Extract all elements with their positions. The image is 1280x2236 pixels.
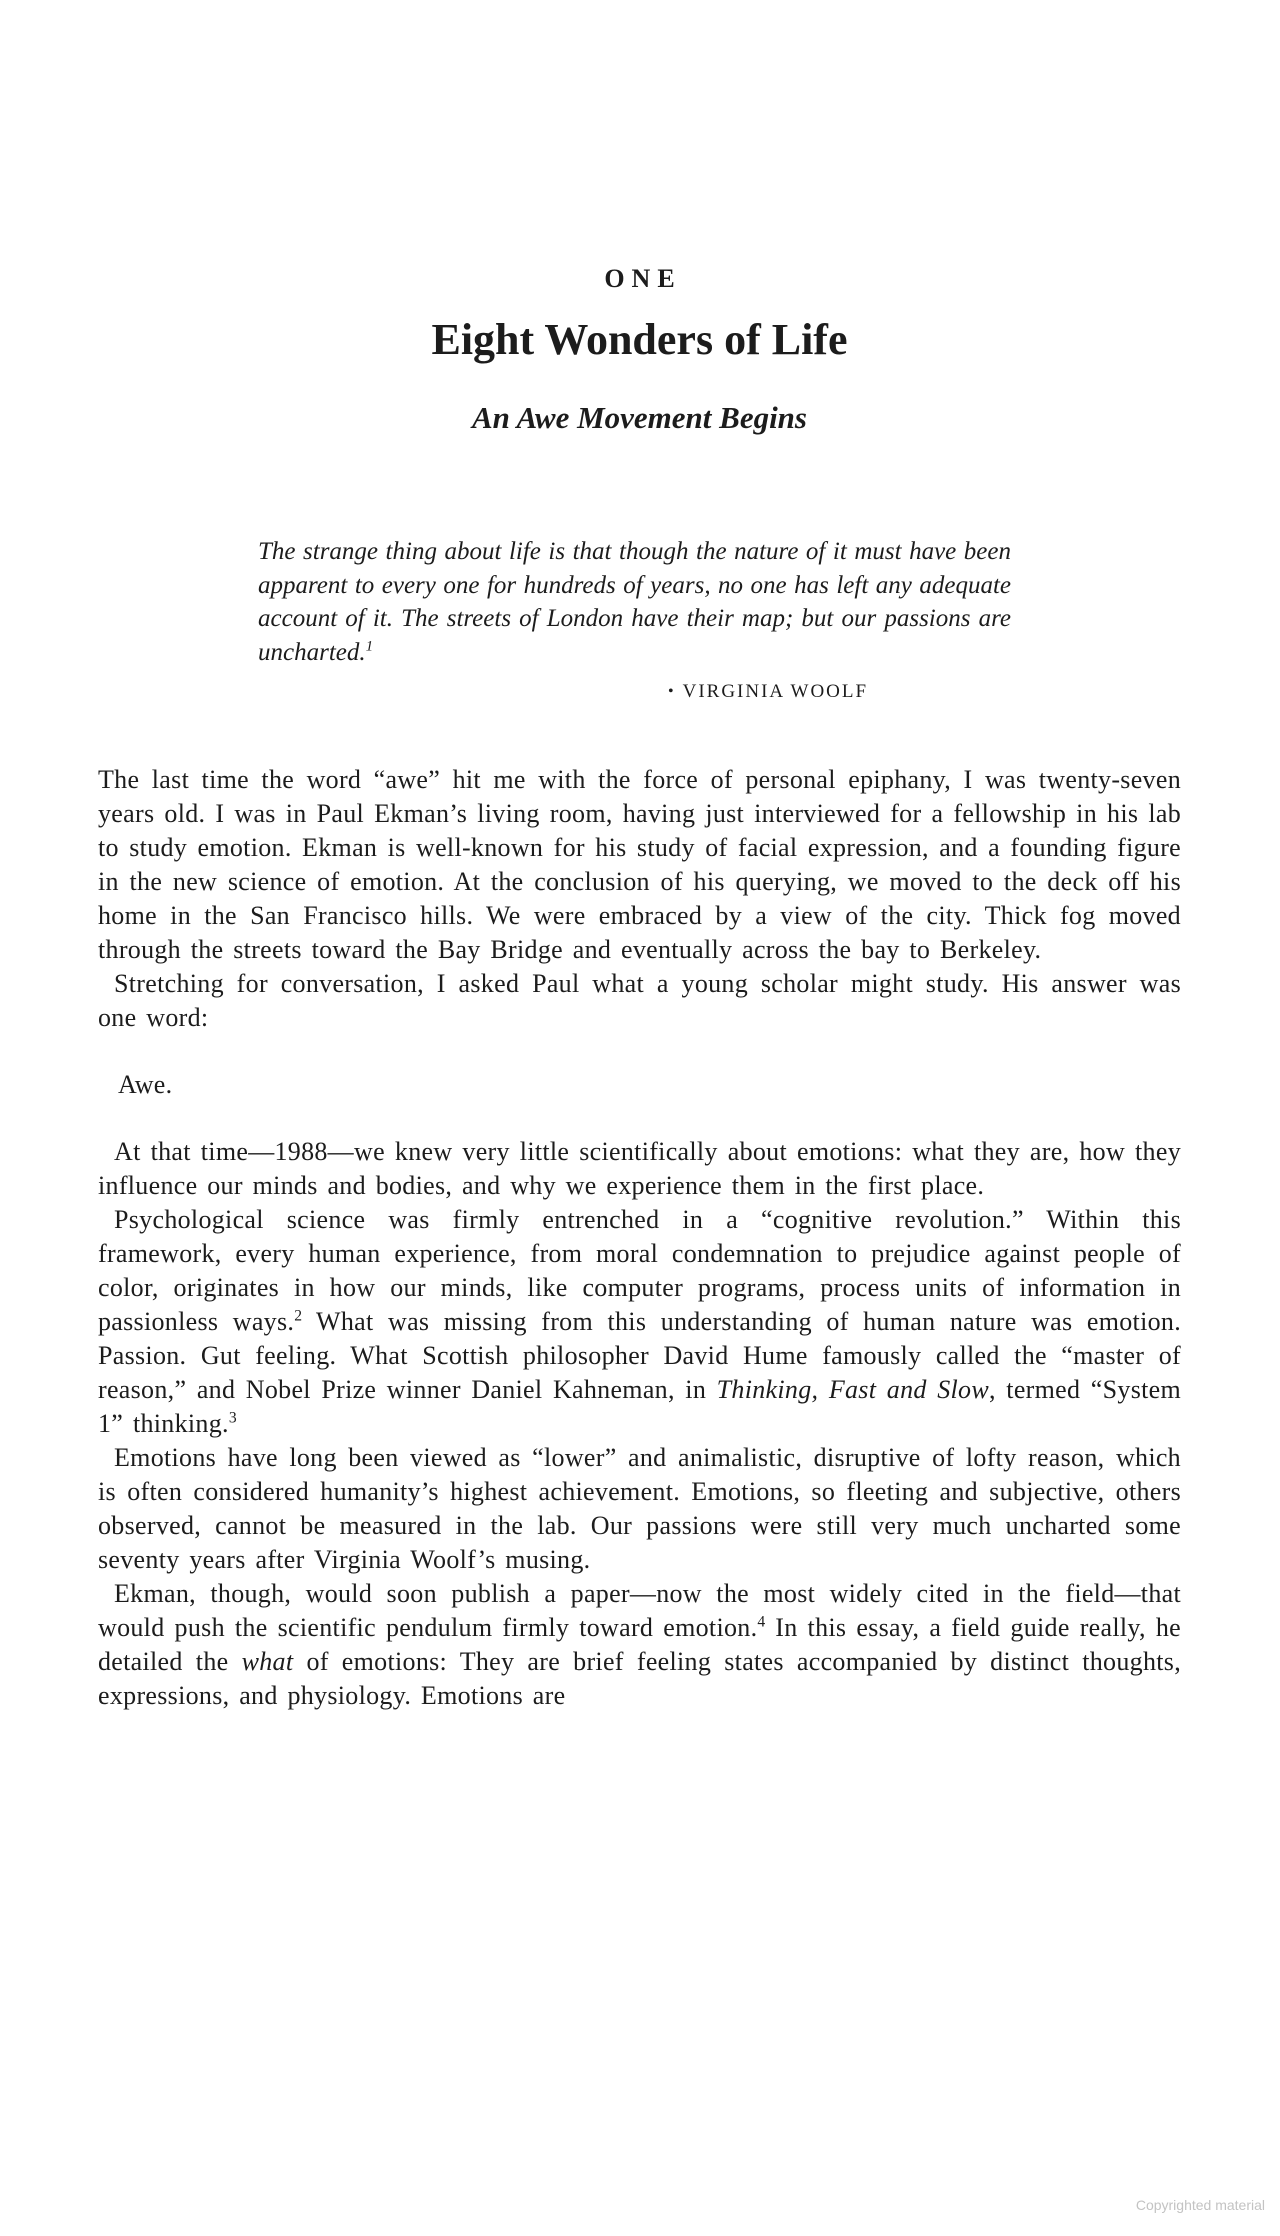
body-text — [98, 763, 1181, 1713]
epigraph-quote: The strange thing about life is that though the nature of it must have been apparent to every one for hundreds of years, no one has left any adequate account of it. The streets of London have their map; but our passions are uncharted.$^1$ — [258, 538, 1011, 666]
epigraph-author: VIRGINIA WOOLF — [682, 681, 869, 702]
body-paragraph: Ekman, though, would soon publish a paper—now the most widely cited in the field—that would push the scientific pendulum firmly toward emotion.$^4$ In this essay, a field guide really, he detailed the what of emotions: They are brief feeling states accompanied by distinct thoughts, expressions, and physiology. Emotions are — [98, 1579, 1181, 1710]
body-paragraph: Awe. — [118, 1070, 173, 1099]
epigraph-attribution — [668, 682, 1181, 701]
bullet-icon: • — [668, 683, 674, 700]
chapter-subtitle: An Awe Movement Begins — [472, 400, 807, 435]
footnote-marker: 2 — [294, 1307, 303, 1325]
footnote-marker: 4 — [757, 1613, 766, 1631]
footnote-marker: 1 — [365, 638, 374, 655]
body-paragraph: Psychological science was firmly entrenched in a “cognitive revolution.” Within this framework, every human experience, from moral condemnation to prejudice against people of color, originates in how our minds, like computer programs, process units of information in passionless ways.$^2$ What was missing from this understanding of human nature was emotion. Passion. Gut feeling. What Scottish philosopher David Hume famously called the “master of reason,” and Nobel Prize winner Daniel Kahneman, in Thinking, Fast and Slow, termed “System 1” thinking.$^3$ — [98, 1205, 1182, 1438]
book-page — [0, 266, 1280, 2236]
body-paragraph: The last time the word “awe” hit me with the force of personal epiphany, I was twenty-seven years old. I was in Paul Ekman’s living room, having just interviewed for a fellowship in his lab to study emotion. Ekman is well-known for his study of facial expression, and a founding figure in the new science of emotion. At the conclusion of his querying, we moved to the deck off his home in the San Francisco hills. We were embraced by a view of the city. Thick fog moved through the streets toward the Bay Bridge and eventually across the bay to Berkeley. — [98, 765, 1181, 964]
text-column — [98, 266, 1181, 1713]
body-paragraph: At that time—1988—we knew very little scientifically about emotions: what they are, how they influence our minds and bodies, and why we experience them in the first place. — [98, 1137, 1181, 1200]
chapter-title: Eight Wonders of Life — [431, 315, 848, 364]
watermark-copyright: Copyrighted material — [1135, 2197, 1265, 2213]
footnote-marker: 3 — [228, 1409, 237, 1427]
chapter-number: ONE — [604, 264, 682, 293]
body-paragraph: Stretching for conversation, I asked Paul what a young scholar might study. His answer was one word: — [98, 969, 1181, 1032]
body-paragraph: Emotions have long been viewed as “lower” and animalistic, disruptive of lofty reason, which is often considered humanity’s highest achievement. Emotions, so fleeting and subjective, others observed, cannot be measured in the lab. Our passions were still very much uncharted some seventy years after Virginia Woolf’s musing. — [98, 1443, 1181, 1574]
